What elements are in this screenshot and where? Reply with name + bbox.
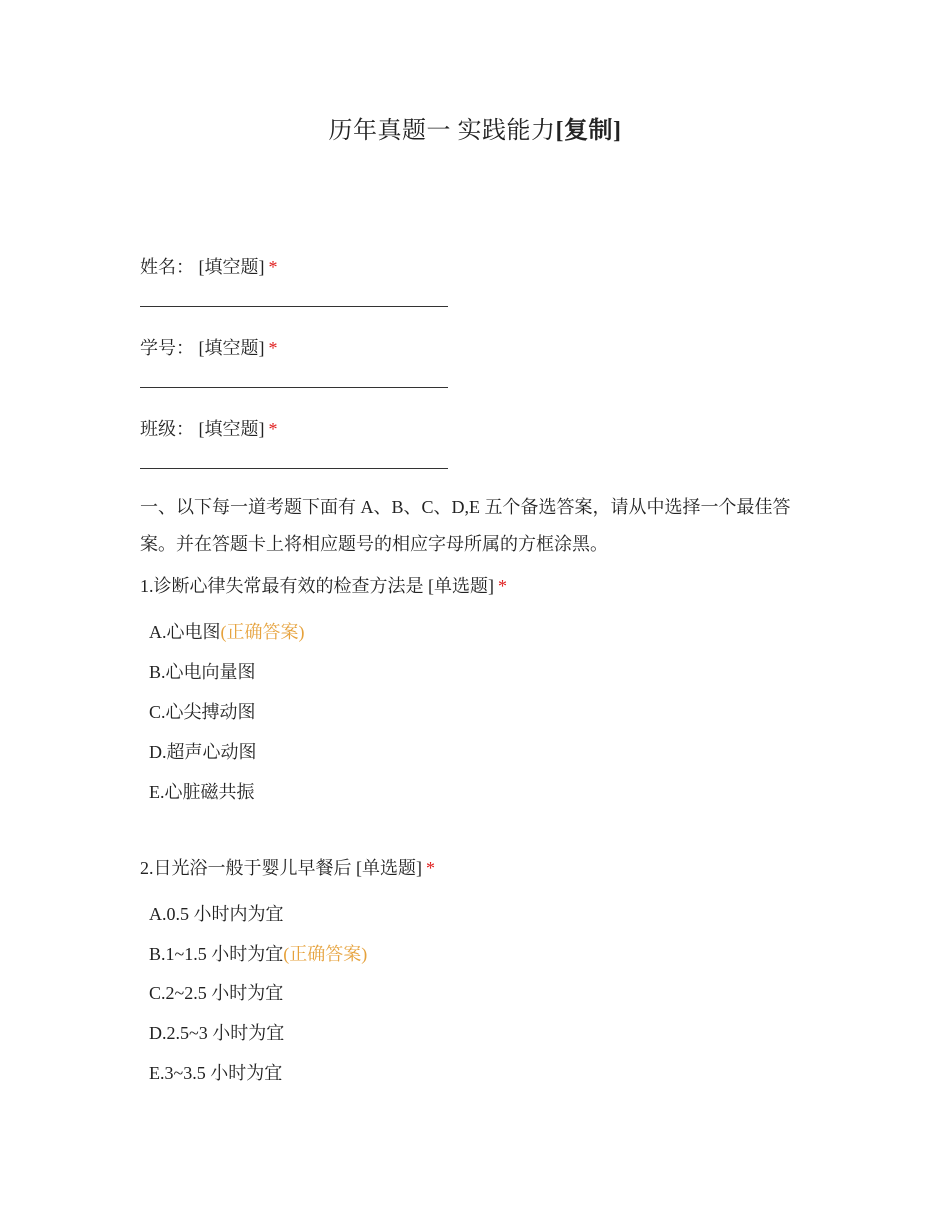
field-class [140, 415, 278, 441]
option-text: A.0.5 小时内为宜 [149, 904, 284, 924]
required-mark: * [268, 257, 278, 277]
option-text: B.1~1.5 小时为宜 [149, 944, 284, 964]
question-type: [单选题] [356, 858, 422, 878]
question-type: [单选题] [428, 576, 494, 596]
required-mark: * [498, 576, 507, 596]
copy-tag: [复制] [555, 118, 622, 144]
q2-option-b[interactable] [149, 940, 367, 966]
option-text: D.超声心动图 [149, 742, 257, 762]
option-text: A.心电图 [149, 622, 221, 642]
q2-option-c[interactable] [149, 979, 283, 1005]
option-text: C.2~2.5 小时为宜 [149, 983, 284, 1003]
option-text: E.3~3.5 小时为宜 [149, 1063, 283, 1083]
required-mark: * [268, 338, 278, 358]
field-type: [填空题] [198, 257, 265, 277]
option-text: B.心电向量图 [149, 662, 256, 682]
field-label: 学号： [140, 338, 194, 358]
correct-answer-label: (正确答案) [283, 944, 368, 964]
q1-option-c[interactable] [149, 698, 256, 724]
q1-option-e[interactable] [149, 778, 255, 804]
page-title-text: 历年真题一 实践能力 [328, 118, 556, 144]
field-student-id [140, 334, 278, 360]
field-label: 班级： [140, 419, 194, 439]
q1-option-a[interactable] [149, 618, 305, 644]
question-2-title [140, 854, 435, 880]
correct-answer-label: (正确答案) [220, 622, 305, 642]
required-mark: * [426, 858, 435, 878]
field-name [140, 253, 278, 279]
field-type: [填空题] [198, 338, 265, 358]
field-label: 姓名： [140, 257, 194, 277]
class-input-line[interactable] [140, 468, 448, 469]
page-title [0, 110, 950, 145]
question-text: 2.日光浴一般于婴儿早餐后 [140, 858, 352, 878]
required-mark: * [268, 419, 278, 439]
q1-option-d[interactable] [149, 738, 257, 764]
q2-option-e[interactable] [149, 1059, 282, 1085]
question-1-title [140, 572, 507, 598]
q1-option-b[interactable] [149, 658, 256, 684]
option-text: E.心脏磁共振 [149, 782, 255, 802]
q2-option-a[interactable] [149, 900, 284, 926]
q2-option-d[interactable] [149, 1019, 284, 1045]
question-text: 1.诊断心律失常最有效的检查方法是 [140, 576, 424, 596]
option-text: D.2.5~3 小时为宜 [149, 1023, 285, 1043]
section-instruction: 一、以下每一道考题下面有 A、B、C、D,E 五个备选答案，请从中选择一个最佳答案。并在答题卡上将相应题号的相应字母所属的方框涂黑。 [140, 497, 791, 554]
name-input-line[interactable] [140, 306, 448, 307]
field-type: [填空题] [198, 419, 265, 439]
option-text: C.心尖搏动图 [149, 702, 256, 722]
student-id-input-line[interactable] [140, 387, 448, 388]
